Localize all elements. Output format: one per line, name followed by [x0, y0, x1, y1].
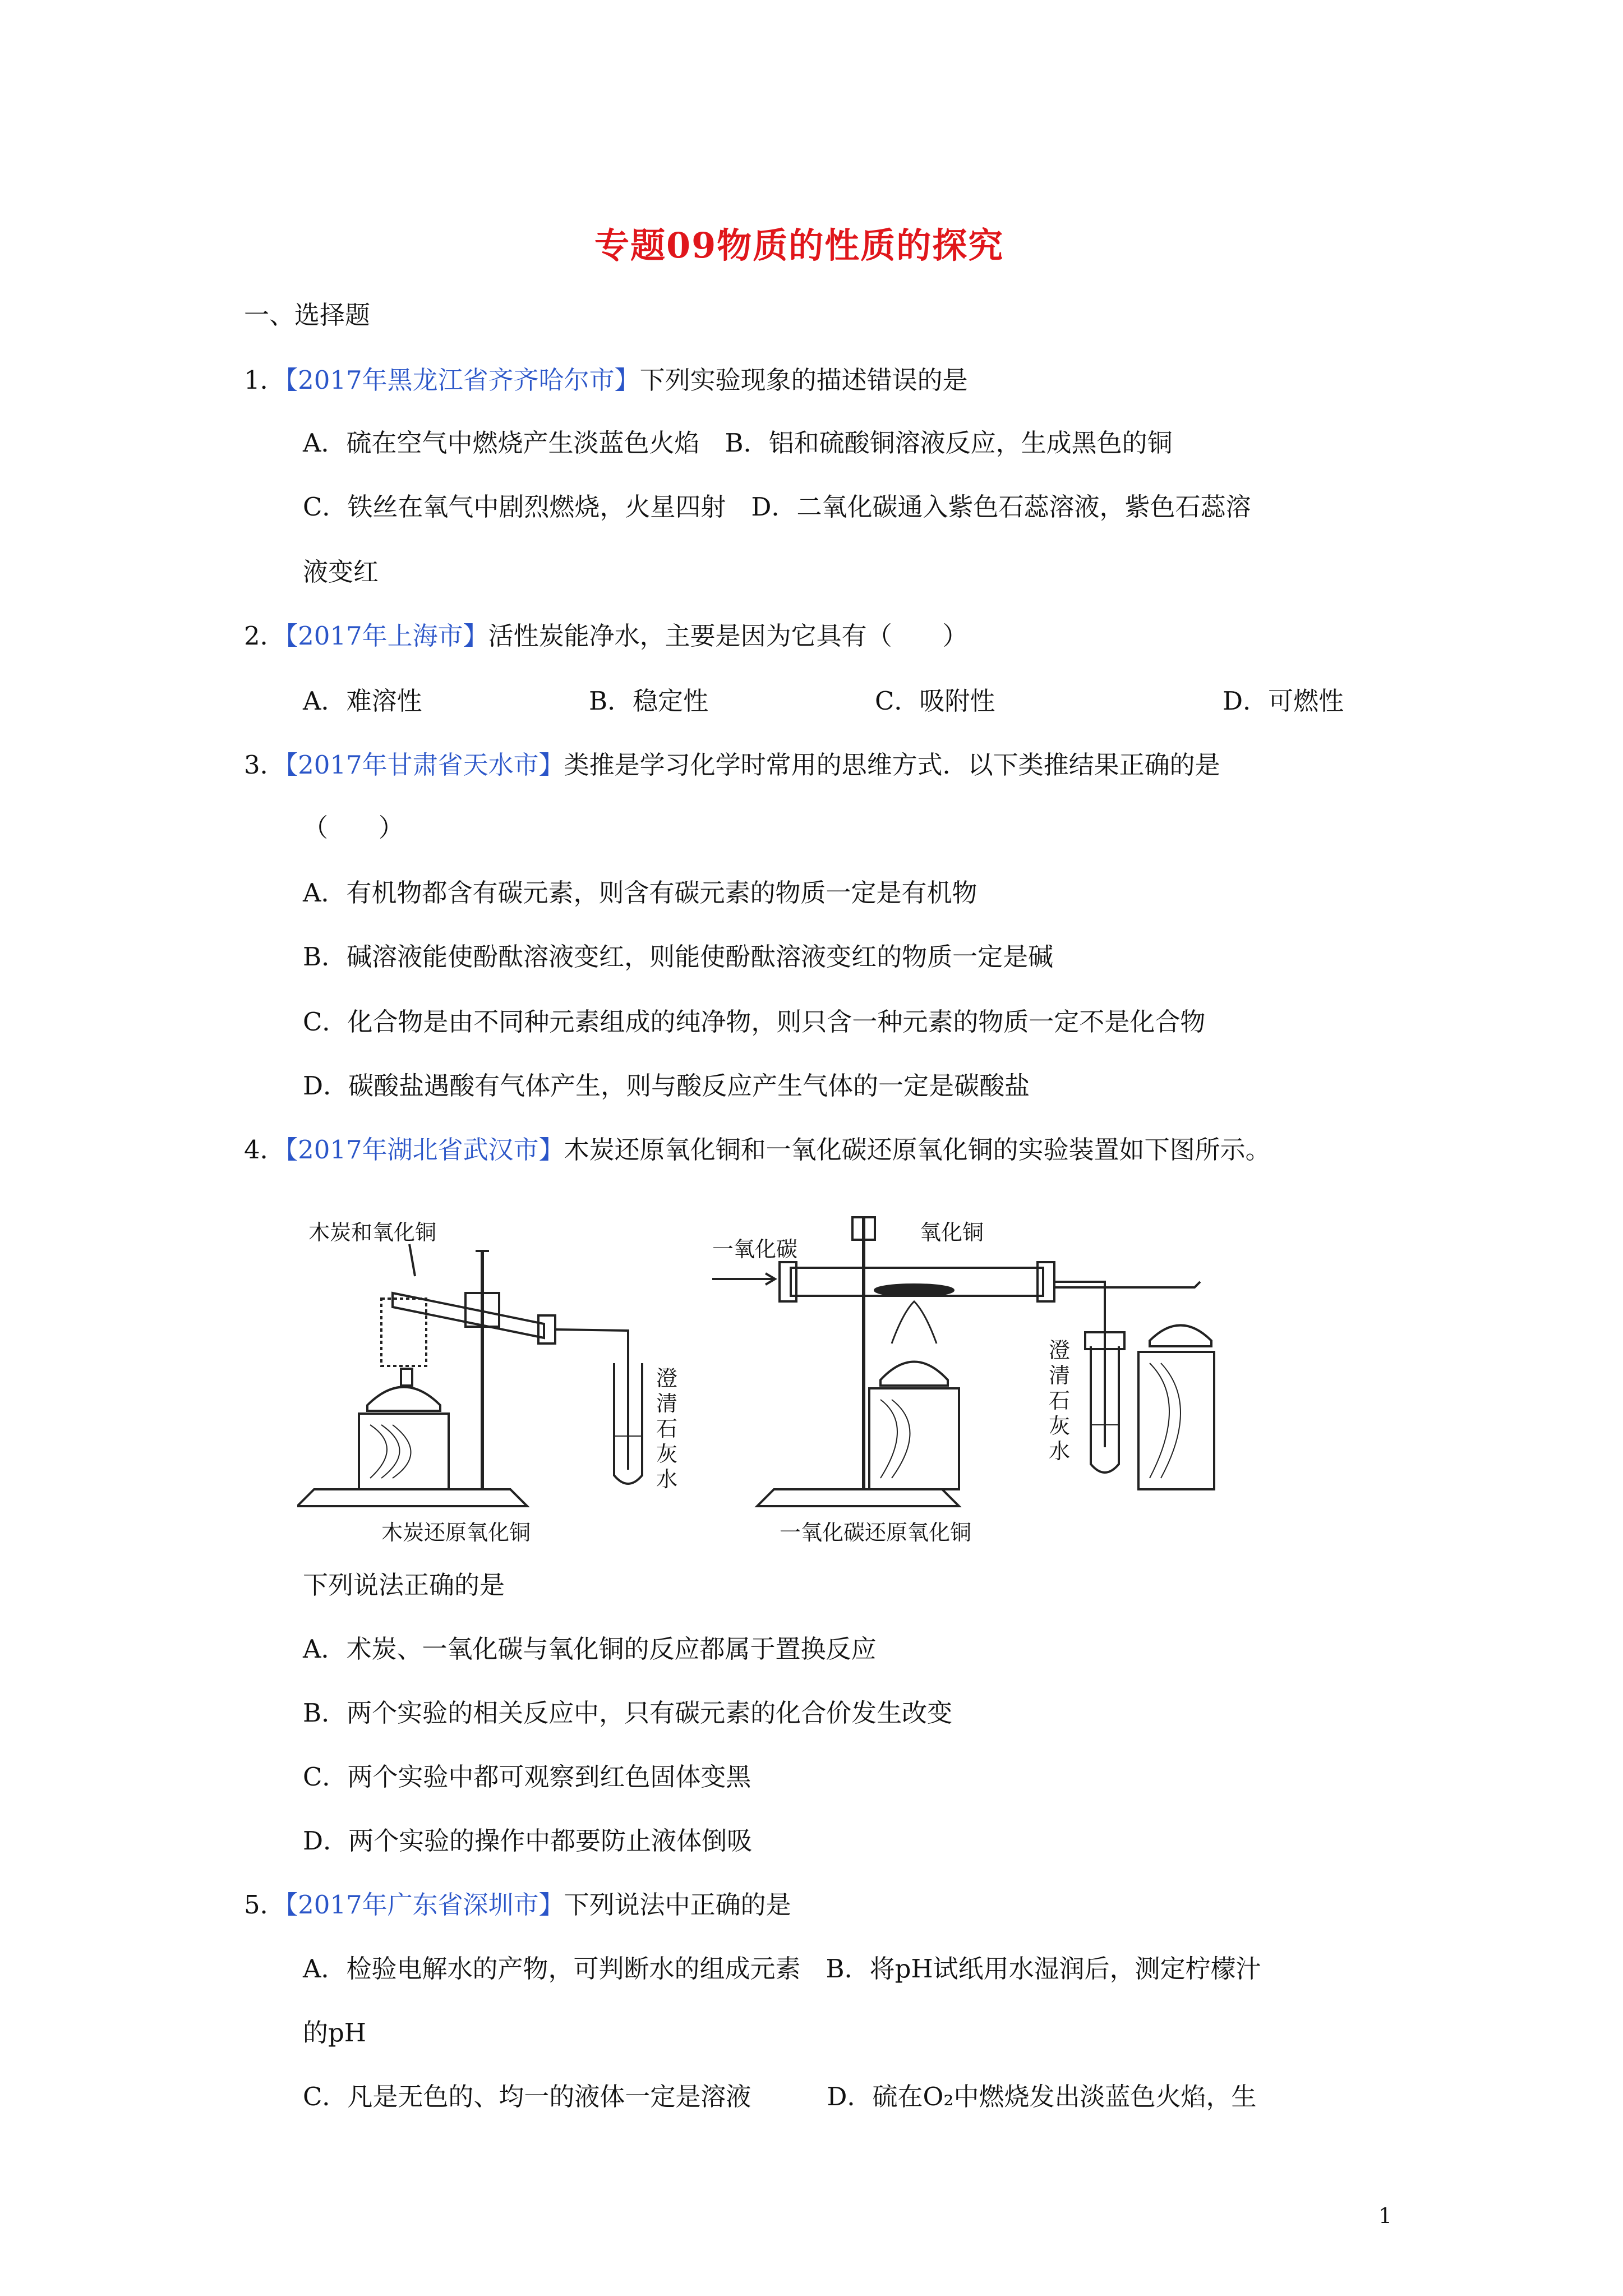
wood-grain [370, 1425, 411, 1478]
option-line: A．有机物都含有碳元素，则含有碳元素的物质一定是有机物 [303, 878, 978, 908]
option-line: B．两个实验的相关反应中，只有碳元素的化合价发生改变 [303, 1698, 953, 1728]
question-3 [244, 748, 1220, 782]
left-tube-label-1: 澄 [656, 1366, 678, 1391]
question-source: 【2017年广东省深圳市】 [285, 1890, 564, 1920]
label-pointer [409, 1244, 415, 1276]
answer-bracket: （ ） [303, 813, 404, 843]
question-stem: 活性炭能净水，主要是因为它具有（ ） [488, 621, 968, 651]
question-1 [244, 364, 968, 397]
question-stem: 木炭还原氧化铜和一氧化碳还原氧化铜的实验装置如下图所示。 [564, 1135, 1271, 1165]
option-line: A．检验电解水的产物，可判断水的组成元素 B．将pH试纸用水湿润后，测定柠檬汁 [303, 1954, 1261, 1984]
right-caption: 一氧化碳还原氧化铜 [780, 1520, 972, 1545]
left-tube-label-3: 石 [656, 1416, 678, 1441]
option-line: B．碱溶液能使酚酞溶液变红，则能使酚酞溶液变红的物质一定是碱 [303, 942, 1054, 972]
question-source: 【2017年上海市】 [285, 621, 488, 651]
section-heading: 一、选择题 [244, 300, 371, 330]
right-tube-label-4: 灰 [1049, 1414, 1071, 1438]
wood-block [1138, 1352, 1214, 1489]
left-tube-label-5: 水 [656, 1467, 678, 1492]
option-line: C．两个实验中都可观察到红色固体变黑 [303, 1762, 751, 1792]
document-title: 专题09物质的性质的探究 [594, 225, 1004, 266]
option-line: C．凡是无色的、均一的液体一定是溶液 D．硫在O₂中燃烧发出淡蓝色火焰，生 [303, 2082, 1257, 2111]
right-tube-label-5: 水 [1049, 1439, 1071, 1464]
option-c: C．吸附性 [875, 686, 995, 716]
question-number: 3． [244, 750, 285, 780]
delivery-tube [555, 1329, 628, 1470]
lamp-wick [401, 1369, 412, 1386]
question-stem: 类推是学习化学时常用的思维方式．以下类推结果正确的是 [564, 750, 1220, 780]
question-source: 【2017年黑龙江省齐齐哈尔市】 [285, 365, 640, 395]
question-number: 1． [244, 365, 285, 395]
option-line: A．术炭、一氧化碳与氧化铜的反应都属于置换反应 [303, 1634, 877, 1664]
option-b: B．稳定性 [589, 686, 709, 716]
left-tube-label-2: 清 [656, 1391, 678, 1416]
question-stem: 下列实验现象的描述错误的是 [639, 365, 968, 395]
wood-grain [1150, 1363, 1181, 1478]
copper-oxide [875, 1285, 953, 1296]
question-source: 【2017年甘肃省天水市】 [285, 750, 564, 780]
gas-inlet-label: 一氧化碳 [712, 1237, 798, 1262]
right-tube-label-2: 清 [1049, 1363, 1071, 1388]
wood-grain [880, 1400, 910, 1478]
question-5 [244, 1888, 791, 1922]
stand-base [757, 1489, 959, 1506]
option-d: D．可燃性 [1223, 686, 1344, 716]
option-a: A．难溶性 [303, 686, 422, 716]
burner-lamp [1150, 1326, 1211, 1347]
stopper [538, 1315, 555, 1343]
alcohol-lamp [880, 1362, 948, 1386]
question-source: 【2017年湖北省武汉市】 [285, 1135, 564, 1165]
right-label: 氧化铜 [920, 1220, 984, 1245]
right-tube-label-3: 石 [1049, 1388, 1071, 1413]
left-apparatus [297, 1220, 677, 1545]
apparatus-figure [297, 1200, 1217, 1548]
question-4 [244, 1133, 1271, 1167]
question-prompt: 下列说法正确的是 [303, 1570, 505, 1600]
wood-block [359, 1414, 449, 1489]
left-caption: 木炭还原氧化铜 [381, 1520, 531, 1545]
page-number: 1 [1378, 2203, 1393, 2228]
question-number: 4． [244, 1135, 285, 1165]
flame [892, 1301, 937, 1343]
option-line: C．化合物是由不同种元素组成的纯净物，则只含一种元素的物质一定不是化合物 [303, 1007, 1206, 1037]
right-tube-label-1: 澄 [1049, 1338, 1071, 1363]
question-number: 5． [244, 1890, 285, 1920]
option-line: C．铁丝在氧气中剧烈燃烧，火星四射 D．二氧化碳通入紫色石蕊溶液，紫色石蕊溶 [303, 492, 1251, 522]
option-line: 的pH [303, 2018, 367, 2047]
right-apparatus [712, 1217, 1214, 1545]
option-line: 液变红 [303, 557, 379, 587]
left-label: 木炭和氧化铜 [308, 1220, 437, 1245]
option-line: D．碳酸盐遇酸有气体产生，则与酸反应产生气体的一定是碳酸盐 [303, 1071, 1030, 1101]
stand-base [297, 1489, 527, 1506]
question-2 [244, 619, 968, 653]
option-line: D．两个实验的操作中都要防止液体倒吸 [303, 1826, 753, 1856]
left-tube-label-4: 灰 [656, 1442, 678, 1466]
question-stem: 下列说法中正确的是 [564, 1890, 791, 1920]
alcohol-lamp [367, 1387, 440, 1411]
option-line: A．硫在空气中燃烧产生淡蓝色火焰 B．铝和硫酸铜溶液反应，生成黑色的铜 [303, 428, 1173, 458]
question-number: 2． [244, 621, 285, 651]
